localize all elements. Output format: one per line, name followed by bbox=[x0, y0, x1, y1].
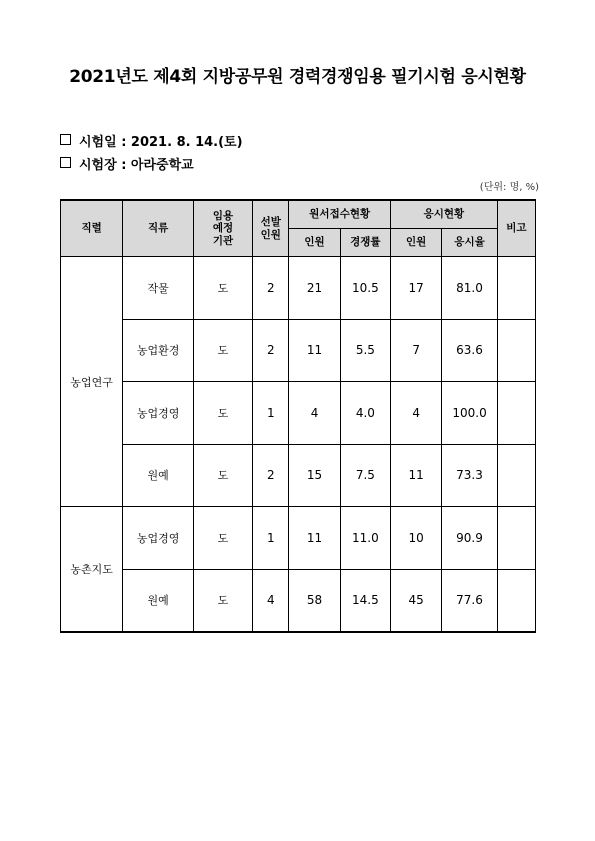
grade-cell: 농업연구 bbox=[61, 257, 123, 507]
rate-cell: 81.0 bbox=[442, 257, 497, 320]
header-att-rate: 응시율 bbox=[442, 229, 497, 257]
agency-cell: 도 bbox=[193, 382, 252, 445]
applicants-cell: 15 bbox=[289, 444, 340, 507]
attendees-cell: 11 bbox=[391, 444, 442, 507]
selection-cell: 2 bbox=[253, 257, 289, 320]
attendees-cell: 45 bbox=[391, 569, 442, 632]
applicants-cell: 11 bbox=[289, 507, 340, 570]
category-cell: 농업환경 bbox=[123, 319, 193, 382]
rate-cell: 90.9 bbox=[442, 507, 497, 570]
attendees-cell: 17 bbox=[391, 257, 442, 320]
category-cell: 원예 bbox=[123, 444, 193, 507]
header-app-count: 인원 bbox=[289, 229, 340, 257]
applicants-cell: 4 bbox=[289, 382, 340, 445]
rate-cell: 100.0 bbox=[442, 382, 497, 445]
table-row bbox=[61, 257, 536, 320]
page-title: 2021년도 제4회 지방공무원 경력경쟁임용 필기시험 응시현황 bbox=[69, 67, 526, 87]
selection-cell: 2 bbox=[253, 444, 289, 507]
note-cell bbox=[497, 382, 535, 445]
note-cell bbox=[497, 257, 535, 320]
table-row bbox=[61, 382, 536, 445]
selection-cell: 1 bbox=[253, 507, 289, 570]
note-cell bbox=[497, 444, 535, 507]
exam-site: 시험장 : 아라중학교 bbox=[79, 158, 194, 173]
category-cell: 작물 bbox=[123, 257, 193, 320]
grade-cell: 농촌지도 bbox=[61, 507, 123, 633]
header-agency: 임용 예정 기관 bbox=[193, 200, 252, 257]
agency-cell: 도 bbox=[193, 507, 252, 570]
applicants-cell: 58 bbox=[289, 569, 340, 632]
category-cell: 농업경영 bbox=[123, 382, 193, 445]
header-note: 비고 bbox=[497, 200, 535, 257]
header-category: 직류 bbox=[123, 200, 193, 257]
checkbox-square-icon bbox=[60, 134, 71, 145]
note-cell bbox=[497, 319, 535, 382]
status-table bbox=[60, 199, 536, 633]
competition-cell: 11.0 bbox=[340, 507, 390, 570]
applicants-cell: 11 bbox=[289, 319, 340, 382]
agency-cell: 도 bbox=[193, 569, 252, 632]
category-cell: 원예 bbox=[123, 569, 193, 632]
competition-cell: 14.5 bbox=[340, 569, 390, 632]
attendees-cell: 7 bbox=[391, 319, 442, 382]
header-application: 원서접수현황 bbox=[289, 200, 391, 229]
selection-cell: 1 bbox=[253, 382, 289, 445]
competition-cell: 5.5 bbox=[340, 319, 390, 382]
exam-date-line bbox=[60, 131, 243, 150]
selection-cell: 2 bbox=[253, 319, 289, 382]
exam-date: 시험일 : 2021. 8. 14.(토) bbox=[79, 135, 243, 150]
note-cell bbox=[497, 569, 535, 632]
rate-cell: 63.6 bbox=[442, 319, 497, 382]
header-selection: 선발 인원 bbox=[253, 200, 289, 257]
attendees-cell: 10 bbox=[391, 507, 442, 570]
table-row bbox=[61, 569, 536, 632]
header-grade: 직렬 bbox=[61, 200, 123, 257]
agency-cell: 도 bbox=[193, 257, 252, 320]
selection-cell: 4 bbox=[253, 569, 289, 632]
competition-cell: 7.5 bbox=[340, 444, 390, 507]
attendees-cell: 4 bbox=[391, 382, 442, 445]
competition-cell: 4.0 bbox=[340, 382, 390, 445]
header-attendance: 응시현황 bbox=[391, 200, 498, 229]
table-row bbox=[61, 319, 536, 382]
header-competition: 경쟁률 bbox=[340, 229, 390, 257]
note-cell bbox=[497, 507, 535, 570]
competition-cell: 10.5 bbox=[340, 257, 390, 320]
category-cell: 농업경영 bbox=[123, 507, 193, 570]
rate-cell: 77.6 bbox=[442, 569, 497, 632]
header-att-count: 인원 bbox=[391, 229, 442, 257]
agency-cell: 도 bbox=[193, 444, 252, 507]
table-row bbox=[61, 507, 536, 570]
rate-cell: 73.3 bbox=[442, 444, 497, 507]
checkbox-square-icon bbox=[60, 157, 71, 168]
table-row bbox=[61, 444, 536, 507]
exam-site-line bbox=[60, 154, 194, 173]
applicants-cell: 21 bbox=[289, 257, 340, 320]
agency-cell: 도 bbox=[193, 319, 252, 382]
unit-note: (단위: 명, %) bbox=[479, 182, 539, 193]
